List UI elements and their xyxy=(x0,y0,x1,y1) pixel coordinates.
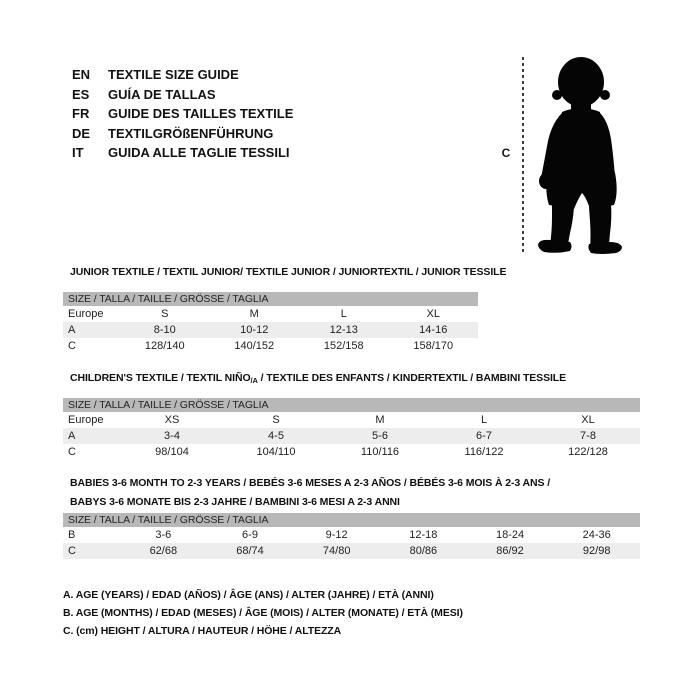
size-header-bar xyxy=(63,398,640,412)
size-cell: S xyxy=(161,308,169,320)
legend-line-a: A. AGE (YEARS) / EDAD (AÑOS) / ÂGE (ANS) / ALTER (JAHRE) / ETÀ (ANNI) xyxy=(63,589,434,601)
value-cell: 140/152 xyxy=(234,340,275,352)
value-cell: 86/92 xyxy=(496,545,524,557)
size-cell: XS xyxy=(164,414,180,426)
row-label: Europe xyxy=(68,414,104,426)
size-header-bar xyxy=(63,513,640,527)
measurement-legend xyxy=(63,586,463,640)
value-cell: 10-12 xyxy=(240,324,269,336)
value-cell: 152/158 xyxy=(323,340,364,352)
value-cell: 3-4 xyxy=(164,430,180,442)
section-title-babies xyxy=(70,477,550,508)
size-cell: XL xyxy=(426,308,440,320)
table-row-age xyxy=(63,322,478,338)
children-size-table xyxy=(63,398,640,460)
table-row-height xyxy=(63,444,640,460)
value-cell: 4-5 xyxy=(268,430,284,442)
value-cell: 6-7 xyxy=(476,430,492,442)
table-row-age xyxy=(63,428,640,444)
size-cell: L xyxy=(340,308,347,320)
junior-size-table xyxy=(63,292,478,354)
value-cell: 128/140 xyxy=(144,340,185,352)
value-cell: 7-8 xyxy=(580,430,596,442)
size-header-label: SIZE / TALLA / TAILLE / GRÖSSE / TAGLIA xyxy=(68,293,269,305)
row-label: A xyxy=(68,430,76,442)
title-line-2: BABYS 3-6 MONATE BIS 2-3 JAHRE / BAMBINI 3-6 MESI A 2-3 ANNI xyxy=(70,496,400,508)
babies-size-table xyxy=(63,513,640,559)
value-cell: 74/80 xyxy=(322,545,351,557)
title-part: CHILDREN'S TEXTILE / TEXTIL NIÑO xyxy=(70,372,251,384)
row-label: A xyxy=(68,324,76,336)
lang-label: TEXTILE SIZE GUIDE xyxy=(108,67,239,83)
lang-code: FR xyxy=(72,106,90,122)
value-cell: 3-6 xyxy=(155,529,172,541)
lang-row-de xyxy=(72,124,293,144)
value-cell: 116/122 xyxy=(464,446,504,458)
value-cell: 104/110 xyxy=(256,446,296,458)
lang-code: DE xyxy=(72,125,91,141)
legend-line-b: B. AGE (MONTHS) / EDAD (MESES) / ÂGE (MOIS) / ALTER (MONATE) / ETÀ (MESI) xyxy=(63,607,463,619)
section-title-children xyxy=(70,372,566,385)
value-cell: 5-6 xyxy=(372,430,388,442)
lang-code: IT xyxy=(72,145,84,161)
table-row-age-months xyxy=(63,527,640,543)
title-subscript: /A xyxy=(250,376,258,385)
legend-line-c: C. (cm) HEIGHT / ALTURA / HAUTEUR / HÖHE / ALTEZZA xyxy=(63,625,342,637)
value-cell: 92/98 xyxy=(582,545,611,557)
size-cell: S xyxy=(272,414,280,426)
lang-label: GUIDE DES TAILLES TEXTILE xyxy=(108,106,294,122)
lang-label: TEXTILGRÖßENFÜHRUNG xyxy=(108,125,274,141)
table-row-europe xyxy=(63,412,640,428)
size-cell: M xyxy=(375,414,385,426)
size-cell: L xyxy=(480,414,488,426)
value-cell: 12-18 xyxy=(409,529,438,541)
row-label: C xyxy=(68,340,76,352)
lang-row-en xyxy=(72,65,293,85)
row-label: C xyxy=(68,446,76,458)
lang-row-it xyxy=(72,143,293,163)
value-cell: 14-16 xyxy=(419,324,448,336)
table-row-europe xyxy=(63,306,478,322)
value-cell: 24-36 xyxy=(582,529,611,541)
value-cell: 98/104 xyxy=(155,446,189,458)
lang-row-es xyxy=(72,85,293,105)
lang-code: EN xyxy=(72,67,91,83)
size-header-label: SIZE / TALLA / TAILLE / GRÖSSE / TAGLIA xyxy=(68,514,269,526)
value-cell: 62/68 xyxy=(149,545,178,557)
title-line-1: BABIES 3-6 MONTH TO 2-3 YEARS / BEBÉS 3-6 MESES A 2-3 AÑOS / BÉBÉS 3-6 MOIS À 2-3 ANS / xyxy=(70,477,551,489)
value-cell: 68/74 xyxy=(236,545,264,557)
size-cell: M xyxy=(249,308,259,320)
size-header-label: SIZE / TALLA / TAILLE / GRÖSSE / TAGLIA xyxy=(68,399,269,411)
lang-code: ES xyxy=(72,86,90,102)
row-label: B xyxy=(68,529,76,541)
value-cell: 110/116 xyxy=(360,446,400,458)
size-header-bar xyxy=(63,292,478,306)
toddler-silhouette-image xyxy=(533,55,635,255)
value-cell: 18-24 xyxy=(495,529,525,541)
value-cell: 122/128 xyxy=(568,446,608,458)
section-title-junior: JUNIOR TEXTILE / TEXTIL JUNIOR/ TEXTILE JUNIOR / JUNIORTEXTIL / JUNIOR TESSILE xyxy=(70,266,507,278)
lang-row-fr xyxy=(72,104,293,124)
value-cell: 6-9 xyxy=(242,529,258,541)
lang-label: GUIDA ALLE TAGLIE TESSILI xyxy=(108,145,290,161)
size-cell: XL xyxy=(581,414,595,426)
row-label: Europe xyxy=(68,308,104,320)
title-part: / TEXTILE DES ENFANTS / KINDERTEXTIL / BAMBINI TESSILE xyxy=(257,372,567,384)
language-title-block xyxy=(72,65,293,163)
height-marker-label: C xyxy=(501,146,511,160)
value-cell: 158/170 xyxy=(413,340,454,352)
lang-label: GUÍA DE TALLAS xyxy=(108,86,216,102)
height-dashed-line xyxy=(522,57,524,254)
value-cell: 8-10 xyxy=(153,324,176,336)
value-cell: 80/86 xyxy=(409,545,438,557)
row-label: C xyxy=(68,545,76,557)
value-cell: 9-12 xyxy=(325,529,348,541)
table-row-height xyxy=(63,338,478,354)
value-cell: 12-13 xyxy=(329,324,358,336)
table-row-height xyxy=(63,543,640,559)
